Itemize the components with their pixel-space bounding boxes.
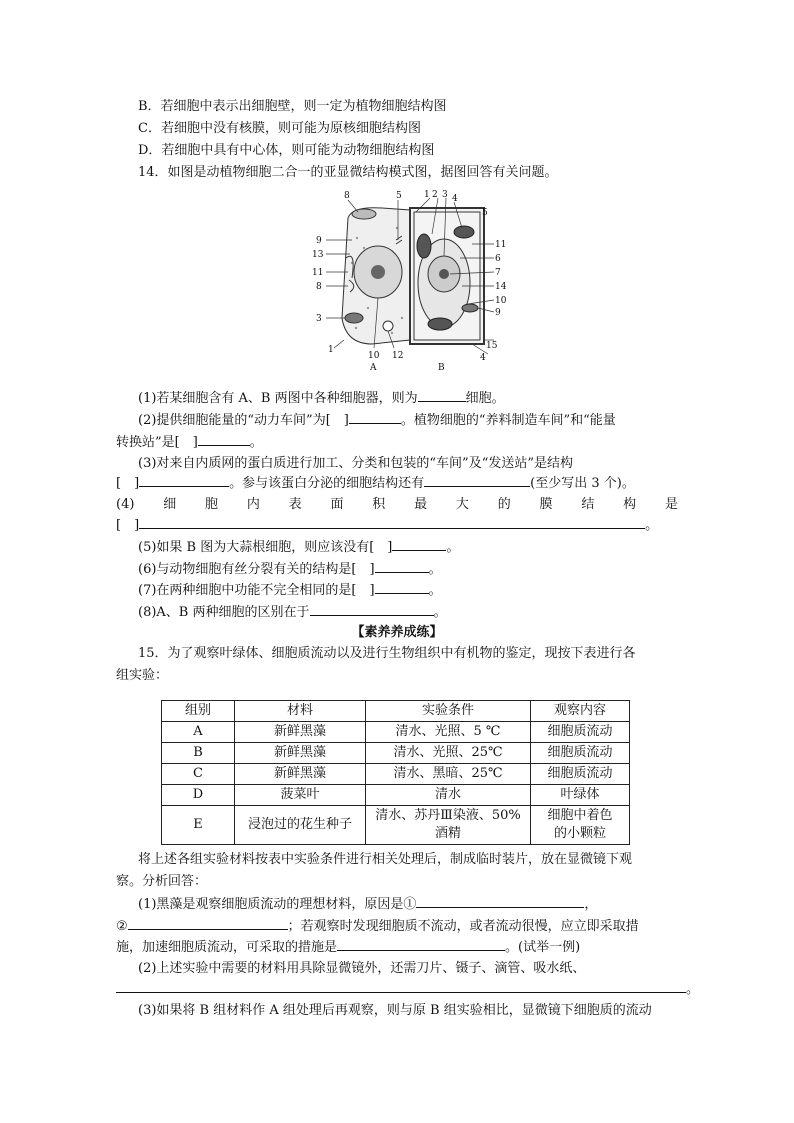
table-cell: D (162, 785, 235, 806)
label-num: 11 (495, 240, 507, 250)
label-num: 8 (316, 282, 322, 292)
label-num: 14 (495, 282, 507, 292)
table-cell: 菠菜叶 (235, 785, 366, 806)
label-num: 15 (486, 341, 498, 351)
q14-part1: (1)若某细胞含有 A、B 两图中各种细胞器，则为 细胞。 (138, 391, 505, 406)
q15-part2: (2)上述实验中需要的材料用具除显微镜外，还需刀片、镊子、滴管、吸水纸、 (138, 961, 586, 976)
table-cell: 新鲜黑藻 (235, 722, 366, 743)
answer-blank[interactable] (424, 474, 530, 487)
table-cell: 清水 (366, 785, 531, 806)
label-num: 1 (328, 345, 334, 355)
table-cell: 清水、光照、5 ℃ (366, 722, 531, 743)
q14-part3-cont: [ ] 。参与该蛋白分泌的细胞结构还有 (至少写出 3 个)。 (116, 476, 635, 491)
label-num: 10 (368, 351, 380, 361)
q15-instructions: 将上述各组实验材料按表中实验条件进行相关处理后，制成临时装片，放在显微镜下观 (138, 852, 633, 867)
chloroplast (428, 318, 452, 330)
chloroplast (417, 234, 431, 258)
table-cell: B (162, 743, 235, 764)
table-header: 材料 (235, 701, 366, 722)
label-num: 5 (482, 208, 488, 218)
table-cell: 清水、黑暗、25℃ (366, 764, 531, 785)
answer-blank[interactable] (139, 474, 229, 487)
answer-blank[interactable] (128, 917, 288, 930)
label-num: 3 (442, 190, 448, 200)
mitochondrion (345, 313, 363, 323)
question-15-stem-cont: 组实验： (116, 668, 169, 683)
label-num: 1 (424, 190, 430, 200)
answer-blank[interactable] (416, 895, 584, 908)
q14-part4: (4) 细 胞 内 表 面 积 最 大 的 膜 结 构 是 (116, 497, 678, 512)
q14-part5: (5)如果 B 图为大蒜根细胞，则应该没有[ ] 。 (138, 540, 460, 555)
table-header: 组别 (162, 701, 235, 722)
option-b: B．若细胞中表示出细胞壁，则一定为植物细胞结构图 (138, 99, 447, 114)
table-cell: 细胞质流动 (531, 764, 630, 785)
table-cell: 清水、光照、25℃ (366, 743, 531, 764)
q14-part7: (7)在两种细胞中功能不完全相同的是[ ] 。 (138, 583, 442, 598)
answer-blank[interactable] (375, 560, 429, 573)
golgi-apparatus (352, 209, 376, 219)
q14-part2-cont: 转换站”是[ ] 。 (116, 435, 263, 450)
section-title: 【素养养成练】 (351, 625, 443, 640)
label-num: 10 (495, 296, 507, 306)
q15-instructions-cont: 察。分析回答： (116, 874, 208, 889)
q15-part1: (1)黑藻是观察细胞质流动的理想材料，原因是① ， (138, 897, 598, 912)
cell-structure-diagram (312, 188, 512, 374)
answer-blank[interactable] (310, 603, 434, 616)
answer-blank[interactable] (337, 938, 505, 951)
label-num: 3 (316, 314, 322, 324)
table-row (162, 785, 630, 806)
label-num: 12 (392, 351, 404, 361)
label-num: 8 (344, 191, 350, 201)
table-cell: 叶绿体 (531, 785, 630, 806)
question-14-stem: 14．如图是动植物细胞二合一的亚显微结构模式图，据图回答有关问题。 (138, 165, 558, 180)
animal-nucleolus (371, 265, 385, 279)
experiment-table (161, 700, 630, 845)
q14-part4-cont: [ ] 。 (116, 518, 659, 533)
label-a: A (370, 363, 377, 373)
label-num: 2 (432, 190, 438, 200)
answer-blank[interactable] (375, 581, 429, 594)
mitochondrion (462, 304, 478, 312)
label-b: B (438, 363, 445, 373)
answer-blank[interactable] (349, 411, 401, 424)
q14-part2: (2)提供细胞能量的“动力车间”为[ ] 。植物细胞的“养料制造车间”和“能量 (138, 413, 616, 428)
label-num: 11 (312, 268, 324, 278)
label-num: 6 (495, 254, 501, 264)
chloroplast (454, 226, 474, 238)
table-row (162, 722, 630, 743)
q15-part1-cont2: 施，加速细胞质流动，可采取的措施是 。(试举一例) (116, 940, 581, 955)
table-cell: 细胞质流动 (531, 722, 630, 743)
table-row (162, 806, 630, 845)
table-header-row (162, 701, 630, 722)
table-cell: C (162, 764, 235, 785)
option-c: C．若细胞中没有核膜，则可能为原核细胞结构图 (138, 121, 421, 136)
table-cell: 浸泡过的花生种子 (235, 806, 366, 845)
q14-part3: (3)对来自内质网的蛋白质进行加工、分类和包装的“车间”及“发送站”是结构 (138, 456, 573, 471)
q15-part1-cont: ② ；若观察时发现细胞质不流动，或者流动很慢，应立即采取措 (116, 919, 639, 934)
table-cell: 细胞中着色 的小颗粒 (531, 806, 630, 845)
q15-part3: (3)如果将 B 组材料作 A 组处理后再观察，则与原 B 组实验相比，显微镜下细胞质的流动 (138, 1003, 652, 1018)
q14-part6: (6)与动物细胞有丝分裂有关的结构是[ ] 。 (138, 562, 442, 577)
table-cell: 新鲜黑藻 (235, 743, 366, 764)
table-row (162, 743, 630, 764)
answer-blank[interactable] (198, 433, 250, 446)
option-d: D．若细胞中具有中心体，则可能为动物细胞结构图 (138, 143, 435, 158)
label-num: 4 (452, 194, 458, 204)
answer-blank[interactable] (418, 389, 466, 402)
answer-blank[interactable] (116, 980, 686, 993)
table-cell: 新鲜黑藻 (235, 764, 366, 785)
table-cell: A (162, 722, 235, 743)
table-header: 观察内容 (531, 701, 630, 722)
answer-blank[interactable] (392, 538, 446, 551)
answer-blank[interactable] (139, 516, 645, 529)
label-num: 4 (480, 353, 486, 363)
label-num: 5 (396, 191, 402, 201)
label-num: 9 (495, 308, 501, 318)
label-num: 7 (495, 268, 501, 278)
question-15-stem: 15．为了观察叶绿体、细胞质流动以及进行生物组织中有机物的鉴定，现按下表进行各 (138, 646, 636, 661)
vesicle (383, 321, 393, 331)
table-cell: 清水、苏丹Ⅲ染液、50% 酒精 (366, 806, 531, 845)
q15-part2-cont: 。 (116, 980, 699, 999)
q14-part8: (8)A、B 两种细胞的区别在于 。 (138, 605, 447, 620)
table-cell: E (162, 806, 235, 845)
table-cell: 细胞质流动 (531, 743, 630, 764)
label-num: 9 (316, 236, 322, 246)
label-num: 13 (312, 250, 324, 260)
table-header: 实验条件 (366, 701, 531, 722)
table-row (162, 764, 630, 785)
